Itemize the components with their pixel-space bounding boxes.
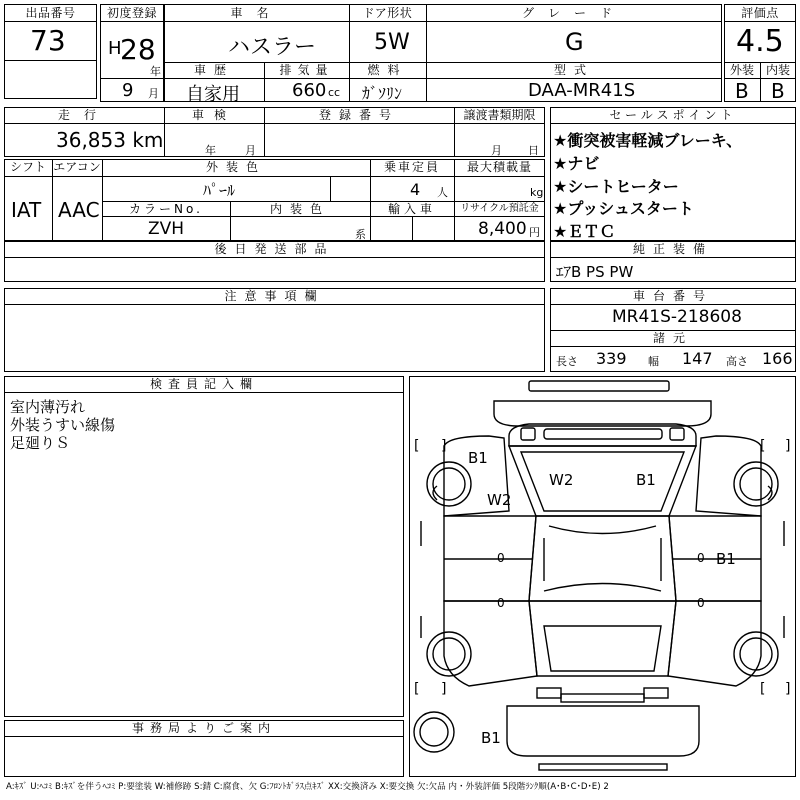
sales-point-2: ★ナビ: [553, 154, 600, 173]
inspection-month-unit: 月: [245, 144, 256, 157]
exterior-grade: B: [735, 79, 749, 103]
bracket-right-2: ]: [785, 438, 791, 454]
exterior-label: 外装: [729, 63, 754, 77]
chassis-number: MR41S-218608: [612, 307, 742, 327]
mileage-label: 走行: [57, 108, 110, 122]
caution-label: 注意事項欄: [224, 289, 325, 303]
sales-point-4: ★プッシュスタート: [553, 199, 694, 218]
score: 4.5: [736, 24, 784, 59]
mark-right-door-b1: B1: [716, 550, 736, 568]
transfer-deadline-label: 譲渡書類期限: [463, 108, 536, 122]
recycle-fee-unit: 円: [529, 226, 540, 239]
grade-label: グレード: [521, 6, 626, 20]
bracket-right-4: ]: [785, 681, 791, 697]
mark-right-door-front: 0: [697, 551, 705, 565]
mark-hood-b1: B1: [636, 471, 656, 489]
door-type: 5W: [374, 30, 410, 55]
car-name-label: 車名: [230, 6, 283, 20]
sales-point-1: ★衝突被害軽減ブレーキ、: [553, 131, 743, 150]
fuel-label: 燃料: [367, 63, 408, 77]
length: 339: [596, 349, 627, 368]
color-number: ZVH: [148, 219, 185, 239]
door-type-label: ドア形状: [362, 6, 413, 20]
mark-left-fender-w2: W2: [487, 491, 512, 509]
car-diagram: [409, 376, 796, 777]
mark-rear-b1: B1: [481, 729, 501, 747]
fuel: ｶﾞｿﾘﾝ: [362, 84, 403, 103]
length-label: 長さ: [556, 355, 578, 368]
car-name: ハスラー: [228, 35, 317, 60]
bracket-right-1: [: [760, 438, 766, 454]
lot-number: 73: [30, 24, 66, 57]
inspector-line-2: 外装うすい線傷: [10, 416, 116, 434]
mileage: 36,853 km: [56, 128, 164, 152]
transfer-month-unit: 月: [491, 144, 502, 157]
history: 自家用: [186, 84, 240, 105]
max-load-label: 最大積載量: [466, 160, 532, 174]
interior-label: 内装: [765, 63, 790, 77]
load-unit: kg: [530, 186, 544, 199]
capacity-unit: 人: [437, 186, 448, 199]
width-label: 幅: [648, 355, 659, 368]
equipment-label: 純正装備: [632, 242, 713, 256]
displacement-unit: cc: [328, 86, 341, 99]
score-label: 評価点: [741, 6, 779, 20]
equipment: ｴｱB PS PW: [556, 263, 634, 281]
bracket-left-2: ]: [441, 438, 447, 454]
capacity-label: 乗車定員: [383, 160, 440, 174]
transfer-day-unit: 日: [528, 144, 539, 157]
dimensions-label: 諸元: [652, 331, 693, 345]
color-number-label: カラーNo.: [129, 202, 203, 216]
registration-number-label: 登録番号: [318, 108, 399, 122]
height: 166: [762, 349, 793, 368]
mark-hood-w2: W2: [549, 471, 574, 489]
capacity: 4: [410, 180, 421, 199]
interior-color-unit: 系: [355, 228, 366, 241]
shift-label: シフト: [9, 160, 46, 174]
shift: IAT: [11, 198, 42, 222]
era-letter: H: [108, 38, 122, 59]
history-label: 車歴: [193, 63, 234, 77]
aircon: AAC: [58, 198, 100, 222]
interior-color-label: 内装色: [269, 202, 330, 216]
registration-month: 9: [122, 80, 134, 101]
displacement-label: 排気量: [279, 63, 334, 77]
mark-left-door-front: 0: [497, 551, 505, 565]
inspector-line-1: 室内薄汚れ: [10, 398, 86, 416]
sales-point-5: ★ＥＴＣ: [553, 222, 616, 241]
recycle-fee-label: リサイクル預託金: [460, 203, 539, 214]
sales-points-label: セールスポイント: [609, 108, 737, 122]
import-label: 輸入車: [387, 202, 436, 216]
later-parts-label: 後日発送部品: [214, 242, 335, 256]
recycle-fee: 8,400: [478, 219, 527, 239]
height-label: 高さ: [726, 355, 748, 368]
type-label: 型式: [553, 63, 594, 77]
legend-text: A:ｷｽﾞ U:ﾍｺﾐ B:ｷｽﾞを伴うﾍｺﾐ P:要塗装 W:補修跡 S:錆 C:腐食、欠 G:ﾌﾛﾝﾄｶﾞﾗｽ点ｷｽﾞ XX:交換済み X:要交換 欠:欠品 内・外装評価 5段階ﾗﾝｸ順(A･B･C･D･E) 2: [6, 782, 609, 792]
chassis-label: 車台番号: [632, 289, 713, 303]
inspector-label: 検査員記入欄: [149, 377, 258, 391]
first-registration-label: 初度登録: [106, 6, 157, 20]
exterior-color: ﾊﾟｰﾙ: [203, 181, 236, 200]
office-notice-label: 事務局よりご案内: [131, 721, 276, 735]
exterior-color-label: 外装色: [205, 160, 266, 174]
mark-left-door-rear: 0: [497, 596, 505, 610]
mark-right-door-rear: 0: [697, 596, 705, 610]
interior-grade: B: [771, 79, 785, 103]
inspection-year-unit: 年: [205, 144, 216, 157]
displacement: 660: [292, 80, 327, 101]
sales-point-3: ★シートヒーター: [553, 177, 679, 196]
aircon-label: エアコン: [53, 160, 101, 174]
inspector-line-3: 足廻りＳ: [10, 434, 71, 452]
bracket-left-3: [: [414, 681, 420, 697]
bracket-right-3: [: [760, 681, 766, 697]
registration-year: 28: [120, 33, 156, 66]
grade: G: [565, 28, 584, 56]
bracket-left-4: ]: [441, 681, 447, 697]
model-type: DAA-MR41S: [528, 80, 636, 101]
bracket-left-1: [: [414, 438, 420, 454]
lot-number-label: 出品番号: [25, 6, 76, 20]
month-unit: 月: [148, 87, 159, 100]
inspection-label: 車検: [191, 108, 236, 122]
width: 147: [682, 349, 713, 368]
year-unit: 年: [150, 65, 161, 78]
mark-front-left-b1: B1: [468, 449, 488, 467]
